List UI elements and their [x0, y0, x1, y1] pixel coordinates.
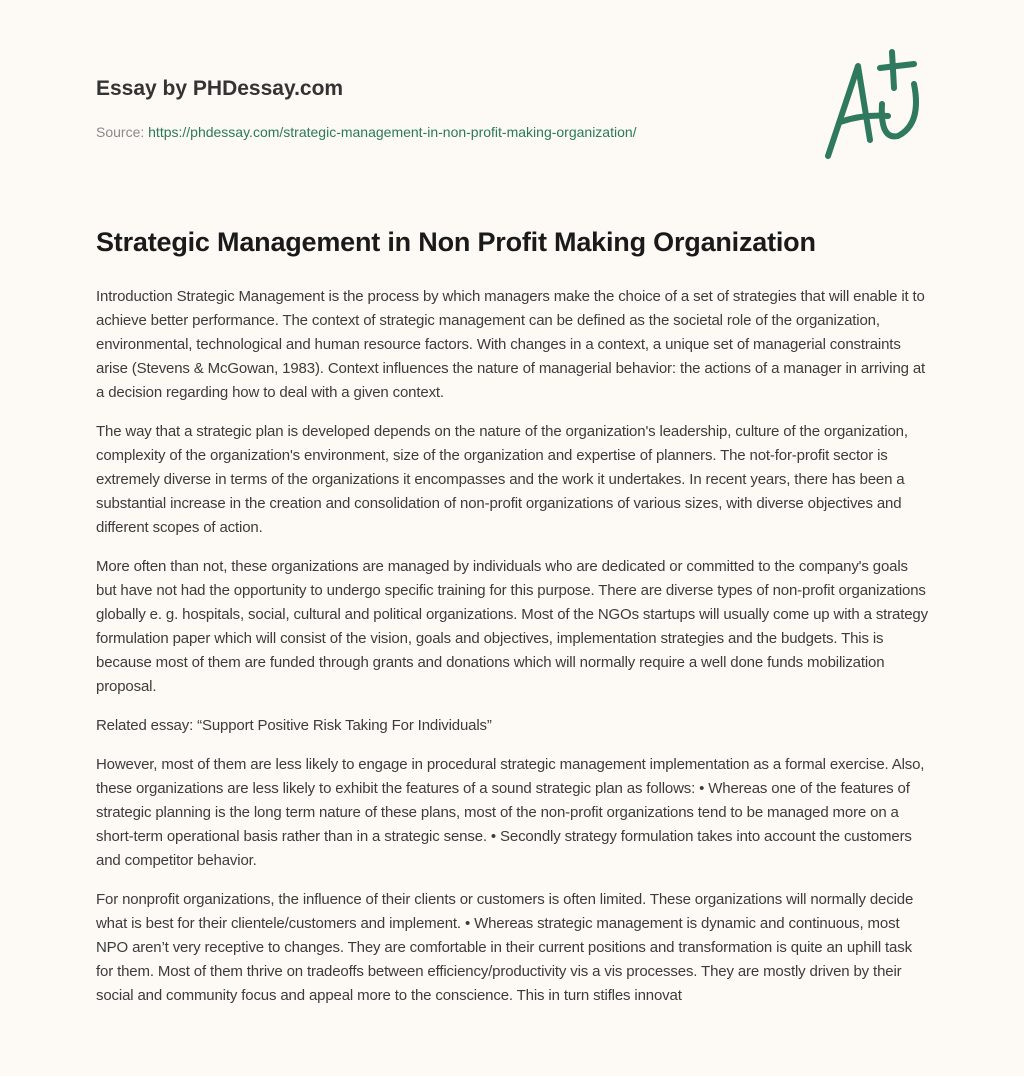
paragraph: For nonprofit organizations, the influence of their clients or customers is often limited. These organizations will normally decide what is best for their clientele/customers and implement. • Whereas strategic management is dynamic and continuous, most NPO aren’t very receptive to changes. They are comfortable in their current positions and transformation is quite an uphill task for them. Most of them thrive on tradeoffs between efficiency/productivity vis a vis processes. They are mostly driven by their social and community focus and appeal more to the conscience. This in turn stifles innovat	[96, 891, 914, 1004]
a-plus-logo-icon	[818, 44, 928, 164]
essay-title: Strategic Management in Non Profit Making Organization	[96, 227, 816, 257]
source-label: Source:	[96, 124, 145, 140]
source-line	[96, 124, 637, 140]
paragraph: The way that a strategic plan is developed depends on the nature of the organization's leadership, culture of the organization, complexity of the organization's environment, size of the organization and expertise of planners. The not-for-profit sector is extremely diverse in terms of the organizations it encompasses and the work it undertakes. In recent years, there has been a substantial increase in the creation and consolidation of non-profit organizations of various sizes, with diverse objectives and different scopes of action.	[96, 423, 908, 536]
source-link[interactable]: https://phdessay.com/strategic-management-in-non-profit-making-organization/	[148, 124, 637, 140]
related-essay-link[interactable]: Related essay: “Support Positive Risk Taking For Individuals”	[96, 717, 492, 734]
paragraph: More often than not, these organizations are managed by individuals who are dedicated or committed to the company's goals but have not had the opportunity to undergo specific training for this purpose. There are diverse types of non-profit organizations globally e. g. hospitals, social, cultural and political organizations. Most of the NGOs startups will usually come up with a strategy formulation paper which will consist of the vision, goals and objectives, implementation strategies and the budgets. This is because most of them are funded through grants and donations which will normally require a well done funds mobilization proposal.	[96, 558, 928, 695]
paragraph: Introduction Strategic Management is the process by which managers make the choice of a set of strategies that will enable it to achieve better performance. The context of strategic management can be defined as the societal role of the organization, environmental, technological and human resource factors. With changes in a context, a unique set of managerial constraints arise (Stevens & McGowan, 1983). Context influences the nature of managerial behavior: the actions of a manager in arriving at a decision regarding how to deal with a given context.	[96, 288, 926, 401]
site-brand: Essay by PHDessay.com	[96, 77, 344, 100]
paragraph: However, most of them are less likely to engage in procedural strategic management implementation as a formal exercise. Also, these organizations are less likely to exhibit the features of a sound strategic plan as follows: • Whereas one of the features of strategic planning is the long term nature of these plans, most of the non-profit organizations tend to be managed more on a short-term operational basis rather than in a strategic sense. • Secondly strategy formulation takes into account the customers and competitor behavior.	[96, 756, 925, 869]
essay-body	[96, 285, 932, 1023]
